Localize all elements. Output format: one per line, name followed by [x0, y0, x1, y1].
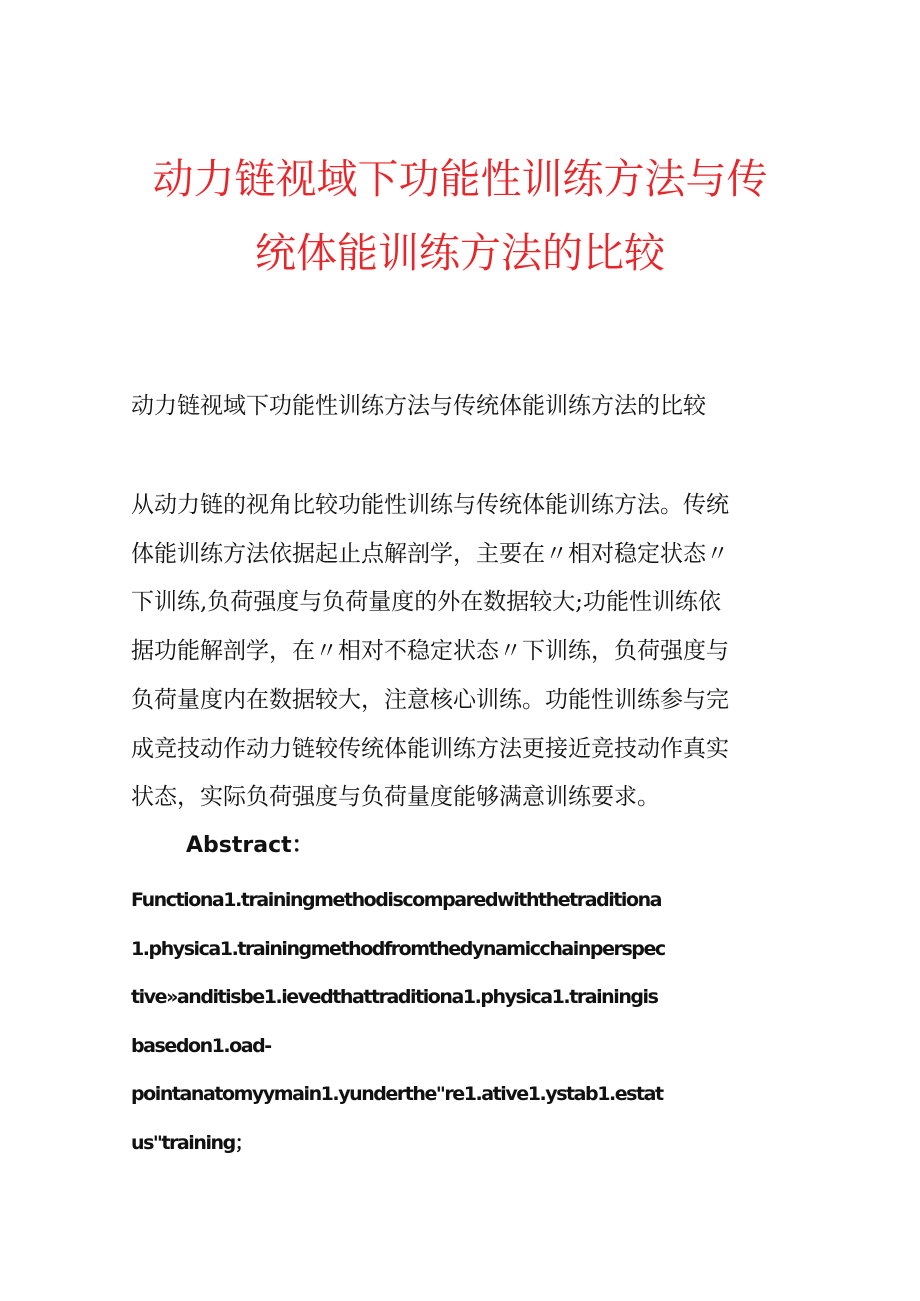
document-subtitle: 动力链视域下功能性训练方法与传统体能训练方法的比较: [131, 393, 706, 419]
title-line: 动力链视域下功能性训练方法与传: [152, 155, 768, 203]
abstract-line: Functiona1.trainingmethodiscomparedwiththetraditiona: [131, 889, 662, 911]
abstract-line: basedon1.oad-: [131, 1034, 271, 1057]
summary-line: 状态，实际负荷强度与负荷量度能够满意训练要求。: [131, 784, 660, 811]
title-line: 统体能训练方法的比较: [255, 229, 665, 277]
abstract-line: 1.physica1.trainingmethodfromthedynamicchainperspec: [131, 937, 665, 960]
document-title: [60, 142, 860, 290]
abstract-line: pointanatomyymain1.yunderthe"re1.ative1.ystab1.estat: [131, 1083, 663, 1105]
summary-line: 下训练,负荷强度与负荷量度的外在数据较大;功能性训练依: [131, 589, 722, 616]
summary-line: 成竞技动作动力链较传统体能训练方法更接近竞技动作真实: [131, 735, 729, 762]
summary-line: 据功能解剖学，在〃相对不稳定状态〃下训练，负荷强度与: [131, 638, 729, 665]
summary-line: 从动力链的视角比较功能性训练与传统体能训练方法。传统: [131, 492, 729, 518]
chinese-summary: [131, 481, 791, 822]
summary-line: 体能训练方法依据起止点解剖学，主要在〃相对稳定状态〃: [131, 540, 729, 567]
abstract-line: us"training；: [131, 1131, 253, 1154]
summary-line: 负荷量度内在数据较大，注意核心训练。功能性训练参与完: [131, 686, 729, 713]
english-abstract: [131, 876, 791, 1167]
abstract-line: tive»anditisbe1.ievedthattraditiona1.physica1.trainingis: [131, 986, 658, 1008]
abstract-heading: Abstract：: [186, 833, 314, 858]
